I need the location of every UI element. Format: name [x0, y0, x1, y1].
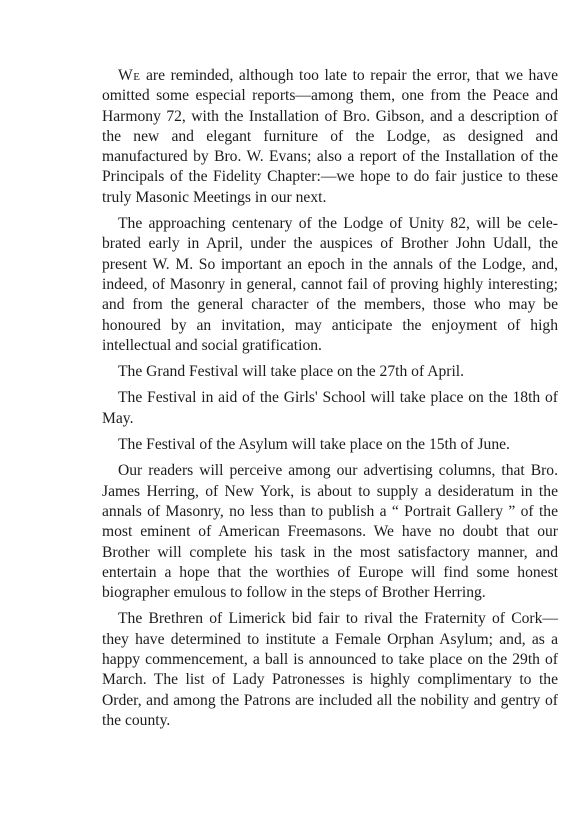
paragraph-omitted-reports	[102, 66, 558, 208]
paragraph-girls-school-festival: The Festival in aid of the Girls' School will take place on the 18th of May.	[102, 389, 558, 427]
article-body	[102, 66, 558, 737]
paragraph-text: are reminded, although too late to repair the error, that we have omitted some especial reports—among them, one from the Peace and Harmony 72, with the Installation of Bro. Gibson, and a description of the new and elegant furniture of the Lodge, as designed and manufactured by Bro. W. Evans; also a report of the Installation of the Principals of the Fidelity Chapter:—we hope to do fair justice to these truly Masonic Meetings in our next.	[102, 67, 558, 206]
paragraph-centenary-lodge-of-unity: The approaching centenary of the Lodge of Unity 82, will be celebrated early in April, under the auspices of Brother John Udall, the present W. M. So important an epoch in the annals of the Lodge, and, indeed, of Masonry in general, cannot fail of proving highly interesting; and from the general character of the members, those who may be honoured by an invitation, may anticipate the enjoyment of high intellectual and social gratification.	[102, 215, 558, 354]
paragraph-grand-festival: The Grand Festival will take place on the 27th of April.	[118, 363, 465, 381]
paragraph-portrait-gallery: Our readers will perceive among our advertising columns, that Bro. James Herring, of New York, is about to supply a desideratum in the annals of Masonry, no less than to publish a “ Portrait Gallery ” of the most eminent of American Freemasons. We have no doubt that our Brother will complete his task in the most satisfactory manner, and entertain a hope that the worthies of Europe will find some honest biographer emulous to follow in the steps of Brother Herring.	[102, 462, 558, 602]
paragraph-limerick-orphan-asylum: The Brethren of Limerick bid fair to rival the Fraternity of Cork—they have determined to institute a Female Orphan Asylum; and, as a happy commencement, a ball is announced to take place on the 29th of March. The list of Lady Patronesses is highly complimentary to the Order, and among the Patrons are included all the nobility and gentry of the county.	[102, 610, 558, 729]
paragraph-lead-word: We	[118, 67, 141, 84]
paragraph-asylum-festival: The Festival of the Asylum will take place on the 15th of June.	[118, 436, 510, 454]
